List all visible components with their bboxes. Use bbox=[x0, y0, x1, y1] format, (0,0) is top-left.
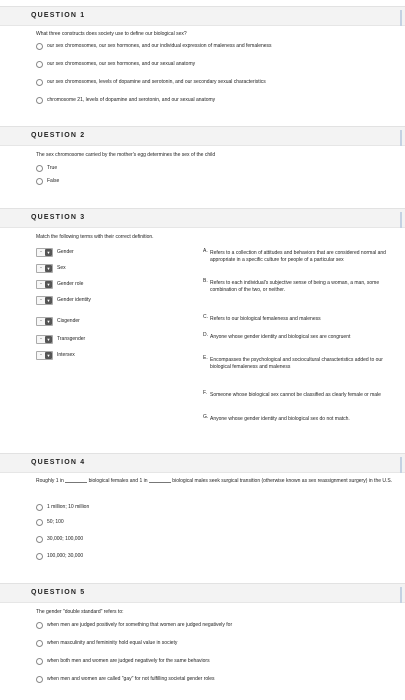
match-term: Sex bbox=[57, 265, 66, 271]
definition-d: D. Anyone whose gender identity and biological sex are congruent bbox=[203, 332, 351, 340]
match-term: Gender role bbox=[57, 281, 84, 287]
question-title: QUESTION 3 bbox=[31, 214, 86, 221]
question-title: QUESTION 4 bbox=[31, 459, 86, 466]
question-1-prompt: What three constructs does society use to define our biological sex? bbox=[36, 31, 187, 37]
radio-button[interactable] bbox=[36, 553, 43, 560]
question-title: QUESTION 1 bbox=[31, 12, 86, 19]
scroll-indicator bbox=[400, 212, 402, 228]
scroll-indicator bbox=[400, 10, 402, 26]
question-2-prompt: The sex chromosome carried by the mother's egg determines the sex of the child bbox=[36, 152, 216, 158]
match-row-gender-identity bbox=[36, 295, 91, 305]
match-select[interactable]: - ▼ bbox=[36, 351, 53, 360]
q4-option-1[interactable]: 1 million; 10 million bbox=[36, 502, 89, 512]
q1-option-2[interactable]: our sex chromosomes, our sex hormones, and our sexual anatomy bbox=[36, 59, 195, 69]
definition-e: E. Encompasses the psychological and sociocultural characteristics added to our biological femaleness and maleness bbox=[203, 355, 383, 370]
chevron-down-icon[interactable]: ▼ bbox=[46, 318, 51, 324]
definition-c: C. Refers to our biological femaleness and maleness bbox=[203, 314, 321, 322]
question-1-header bbox=[0, 6, 405, 26]
radio-button[interactable] bbox=[36, 178, 43, 185]
radio-button[interactable] bbox=[36, 43, 43, 50]
definition-f: F. Someone whose biological sex cannot be classified as clearly female or male bbox=[203, 390, 381, 398]
radio-button[interactable] bbox=[36, 504, 43, 511]
match-row-sex bbox=[36, 263, 66, 273]
question-5-prompt: The gender "double standard" refers to: bbox=[36, 609, 124, 615]
radio-button[interactable] bbox=[36, 658, 43, 665]
match-select[interactable]: - ▼ bbox=[36, 296, 53, 305]
radio-button[interactable] bbox=[36, 676, 43, 683]
match-select[interactable]: - ▼ bbox=[36, 335, 53, 344]
question-5-header bbox=[0, 583, 405, 603]
radio-button[interactable] bbox=[36, 640, 43, 647]
question-2-header bbox=[0, 126, 405, 146]
match-term: Intersex bbox=[57, 352, 75, 358]
question-title: QUESTION 5 bbox=[31, 589, 86, 596]
radio-button[interactable] bbox=[36, 79, 43, 86]
q2-option-true[interactable]: True bbox=[36, 163, 57, 173]
match-term: Transgender bbox=[57, 336, 86, 342]
match-select[interactable]: - ▼ bbox=[36, 248, 53, 257]
scroll-indicator bbox=[400, 130, 402, 146]
match-row-cisgender bbox=[36, 316, 80, 326]
question-4-header bbox=[0, 453, 405, 473]
radio-button[interactable] bbox=[36, 61, 43, 68]
match-select[interactable]: - ▼ bbox=[36, 317, 53, 326]
q4-option-3[interactable]: 30,000; 100,000 bbox=[36, 534, 83, 544]
match-row-intersex bbox=[36, 350, 75, 360]
match-term: Cisgender bbox=[57, 318, 80, 324]
match-row-transgender bbox=[36, 334, 85, 344]
q1-option-3[interactable]: our sex chromosomes, levels of dopamine and serotonin, and our secondary sexual characteristics bbox=[36, 77, 266, 87]
q5-option-2[interactable]: when masculinity and femininity hold equal value in society bbox=[36, 638, 177, 648]
radio-button[interactable] bbox=[36, 165, 43, 172]
match-term: Gender bbox=[57, 249, 74, 255]
question-3-header bbox=[0, 208, 405, 228]
radio-button[interactable] bbox=[36, 97, 43, 104]
chevron-down-icon[interactable]: ▼ bbox=[46, 265, 51, 271]
chevron-down-icon[interactable]: ▼ bbox=[46, 281, 51, 287]
radio-button[interactable] bbox=[36, 536, 43, 543]
chevron-down-icon[interactable]: ▼ bbox=[46, 352, 51, 358]
definition-a: A. Refers to a collection of attitudes and behaviors that are considered normal and appropriate in a specific culture for people of a particular sex bbox=[203, 248, 386, 263]
q5-option-1[interactable]: when men are judged positively for something that women are judged negatively for bbox=[36, 620, 232, 630]
q1-option-1[interactable]: our sex chromosomes, our sex hormones, and our individual expression of maleness and femaleness bbox=[36, 41, 272, 51]
definition-g: G. Anyone whose gender identity and biological sex do not match. bbox=[203, 414, 350, 422]
match-row-gender bbox=[36, 247, 74, 257]
chevron-down-icon[interactable]: ▼ bbox=[46, 336, 51, 342]
match-row-gender-role bbox=[36, 279, 83, 289]
q5-option-4[interactable]: when men and women are called "gay" for not fulfilling societal gender roles bbox=[36, 674, 215, 684]
chevron-down-icon[interactable]: ▼ bbox=[46, 249, 51, 255]
definition-b: B. Refers to each individual's subjective sense of being a woman, a man, some combination of the two, or neither. bbox=[203, 278, 380, 293]
chevron-down-icon[interactable]: ▼ bbox=[46, 297, 51, 303]
question-3-prompt: Match the following terms with their correct definition. bbox=[36, 234, 154, 240]
question-4-prompt: Roughly 1 in biological females and 1 in biological males seek surgical transition (otherwise known as sex reassignment surgery) in the U.S. bbox=[36, 478, 393, 484]
q4-option-4[interactable]: 100,000; 30,000 bbox=[36, 551, 83, 561]
match-term: Gender identity bbox=[57, 297, 91, 303]
blank-line bbox=[65, 482, 87, 483]
match-select[interactable]: - ▼ bbox=[36, 280, 53, 289]
radio-button[interactable] bbox=[36, 519, 43, 526]
match-select[interactable]: - ▼ bbox=[36, 264, 53, 273]
radio-button[interactable] bbox=[36, 622, 43, 629]
q4-option-2[interactable]: 50; 100 bbox=[36, 517, 64, 527]
q1-option-4[interactable]: chromosome 21, levels of dopamine and serotonin, and our sexual anatomy bbox=[36, 95, 215, 105]
question-title: QUESTION 2 bbox=[31, 132, 86, 139]
scroll-indicator bbox=[400, 457, 402, 473]
blank-line bbox=[149, 482, 171, 483]
scroll-indicator bbox=[400, 587, 402, 603]
q5-option-3[interactable]: when both men and women are judged negatively for the same behaviors bbox=[36, 656, 210, 666]
q2-option-false[interactable]: False bbox=[36, 176, 59, 186]
